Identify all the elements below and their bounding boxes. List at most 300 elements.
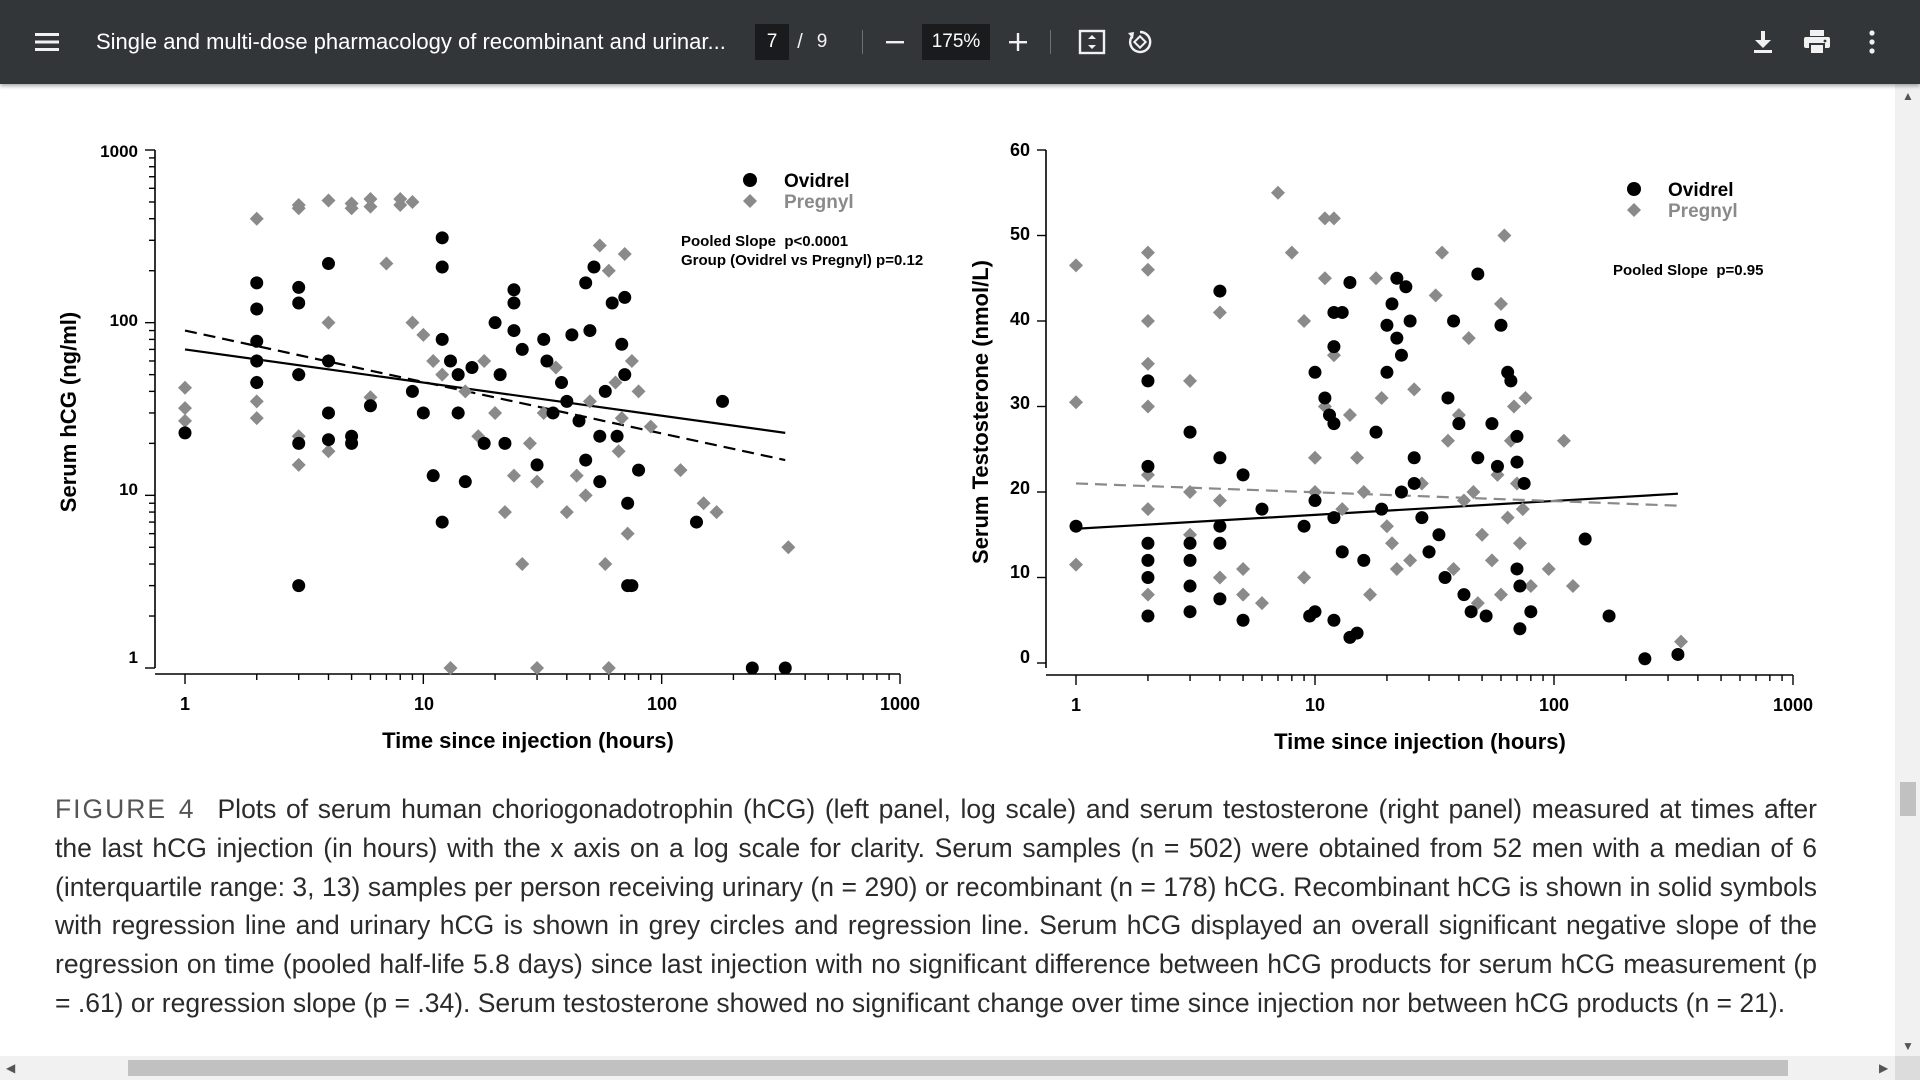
point-pregnyl — [1271, 186, 1285, 200]
hcg-scatter-plot — [56, 142, 923, 753]
point-ovidrel — [1213, 537, 1226, 550]
point-pregnyl — [405, 195, 419, 209]
point-ovidrel — [292, 437, 305, 450]
x-tick-label: 1 — [1070, 695, 1082, 715]
point-pregnyl — [1069, 395, 1083, 409]
point-pregnyl — [602, 264, 616, 278]
point-pregnyl — [1566, 579, 1580, 593]
point-ovidrel — [531, 458, 544, 471]
point-ovidrel — [1513, 580, 1526, 593]
point-ovidrel — [1327, 340, 1340, 353]
point-pregnyl — [618, 247, 632, 261]
point-ovidrel — [292, 368, 305, 381]
point-ovidrel — [779, 662, 792, 675]
point-pregnyl — [1363, 588, 1377, 602]
point-pregnyl — [458, 384, 472, 398]
point-pregnyl — [1069, 258, 1083, 272]
point-ovidrel — [516, 343, 529, 356]
point-pregnyl — [1343, 408, 1357, 422]
point-ovidrel — [292, 579, 305, 592]
point-ovidrel — [1141, 609, 1154, 622]
point-ovidrel — [1441, 391, 1454, 404]
zoom-out-button[interactable] — [875, 22, 915, 62]
point-pregnyl — [250, 212, 264, 226]
point-pregnyl — [1213, 305, 1227, 319]
point-pregnyl — [515, 557, 529, 571]
y-axis-label: Serum Testosterone (nmol/L) — [968, 260, 993, 564]
point-ovidrel — [417, 406, 430, 419]
point-ovidrel — [1357, 554, 1370, 567]
point-ovidrel — [507, 296, 520, 309]
point-ovidrel — [1439, 571, 1452, 584]
point-ovidrel — [465, 361, 478, 374]
point-pregnyl — [1429, 288, 1443, 302]
point-ovidrel — [1184, 426, 1197, 439]
x-axis-label: Time since injection (hours) — [382, 728, 674, 753]
point-pregnyl — [530, 661, 544, 675]
point-pregnyl — [1308, 451, 1322, 465]
point-ovidrel — [1141, 460, 1154, 473]
point-pregnyl — [674, 463, 688, 477]
point-ovidrel — [1336, 545, 1349, 558]
point-pregnyl — [1501, 511, 1515, 525]
figure-caption — [55, 790, 1817, 1038]
point-ovidrel — [1336, 306, 1349, 319]
y-tick-label: 10 — [1009, 562, 1030, 582]
point-ovidrel — [1485, 417, 1498, 430]
point-pregnyl — [1497, 229, 1511, 243]
point-ovidrel — [1237, 614, 1250, 627]
point-pregnyl — [1236, 562, 1250, 576]
point-pregnyl — [488, 406, 502, 420]
point-pregnyl — [1390, 562, 1404, 576]
point-ovidrel — [1184, 580, 1197, 593]
vertical-scrollbar-thumb[interactable] — [1900, 782, 1916, 816]
zoom-in-button[interactable] — [998, 22, 1038, 62]
x-tick-label: 1000 — [1772, 695, 1814, 715]
point-ovidrel — [1518, 477, 1531, 490]
point-ovidrel — [1423, 545, 1436, 558]
point-ovidrel — [1471, 451, 1484, 464]
point-ovidrel — [1213, 520, 1226, 533]
pdf-page-viewport — [0, 84, 1895, 1056]
point-pregnyl — [1375, 391, 1389, 405]
point-pregnyl — [1141, 588, 1155, 602]
point-pregnyl — [1069, 558, 1083, 572]
legend-ovidrel-marker — [743, 173, 757, 187]
point-pregnyl — [1297, 314, 1311, 328]
point-pregnyl — [632, 384, 646, 398]
point-ovidrel — [1309, 366, 1322, 379]
point-ovidrel — [565, 328, 578, 341]
point-ovidrel — [1671, 648, 1684, 661]
point-pregnyl — [1350, 451, 1364, 465]
point-ovidrel — [1452, 417, 1465, 430]
y-tick-label: 40 — [1009, 309, 1030, 329]
point-pregnyl — [292, 458, 306, 472]
point-ovidrel — [1309, 605, 1322, 618]
point-ovidrel — [579, 454, 592, 467]
point-ovidrel — [690, 516, 703, 529]
point-pregnyl — [579, 488, 593, 502]
y-tick-label: 0 — [1019, 647, 1030, 667]
point-ovidrel — [746, 662, 759, 675]
x-tick-label: 1 — [179, 694, 191, 714]
point-pregnyl — [250, 411, 264, 425]
point-ovidrel — [587, 261, 600, 274]
point-ovidrel — [560, 395, 573, 408]
point-ovidrel — [583, 324, 596, 337]
point-pregnyl — [321, 193, 335, 207]
legend-pregnyl-marker — [743, 194, 757, 208]
point-ovidrel — [615, 338, 628, 351]
point-pregnyl — [178, 401, 192, 415]
point-ovidrel — [507, 324, 520, 337]
data-points — [1069, 186, 1688, 665]
point-ovidrel — [1213, 451, 1226, 464]
point-pregnyl — [1297, 571, 1311, 585]
point-ovidrel — [540, 354, 553, 367]
point-ovidrel — [436, 231, 449, 244]
y-tick-label: 10 — [119, 480, 138, 499]
point-ovidrel — [250, 354, 263, 367]
pdf-toolbar — [0, 0, 1920, 84]
point-pregnyl — [1385, 536, 1399, 550]
point-ovidrel — [1141, 554, 1154, 567]
point-pregnyl — [1462, 331, 1476, 345]
point-ovidrel — [1491, 460, 1504, 473]
point-ovidrel — [1213, 285, 1226, 298]
point-ovidrel — [345, 430, 358, 443]
point-ovidrel — [1395, 486, 1408, 499]
menu-icon — [35, 32, 61, 52]
point-pregnyl — [405, 316, 419, 330]
caption-text: Plots of serum human choriogonadotrophin (hCG) (left panel, log scale) and serum testosterone (right panel) measured at times after the last hCG injection (in hours) with the x axis on a log scale for clarity. Serum samples (n = 502) were obtained from 52 men with a median of 6 (interquartile range: 3, 13) samples per person receiving urinary (n = 290) or recombinant (n = 178) hCG. Recombinant hCG is shown in solid symbols with regression line and urinary hCG is shown in grey circles and regression line. Serum hCG displayed an overall significant negative slope of the regression on time (pooled half-life 5.8 days) since last injection with no significant difference between hCG products for serum hCG measurement (p = .61) or regression slope (p = .34). Serum testosterone showed no significant change over time since injection nor between hCG products (n = 21). — [55, 794, 1817, 1018]
annotation-group-difference: Group (Ovidrel vs Pregnyl) p=0.12 — [681, 252, 924, 269]
point-pregnyl — [1557, 434, 1571, 448]
point-pregnyl — [1255, 596, 1269, 610]
point-ovidrel — [1480, 609, 1493, 622]
point-ovidrel — [292, 281, 305, 294]
point-pregnyl — [1380, 519, 1394, 533]
point-ovidrel — [1298, 520, 1311, 533]
point-pregnyl — [250, 394, 264, 408]
point-pregnyl — [1141, 357, 1155, 371]
point-pregnyl — [523, 436, 537, 450]
point-pregnyl — [507, 469, 521, 483]
legend-ovidrel-label: Ovidrel — [784, 171, 850, 192]
point-pregnyl — [435, 368, 449, 382]
point-ovidrel — [1380, 319, 1393, 332]
testosterone-scatter-plot — [968, 140, 1813, 754]
point-pregnyl — [593, 238, 607, 252]
point-pregnyl — [621, 527, 635, 541]
point-ovidrel — [1184, 554, 1197, 567]
download-icon — [1752, 30, 1774, 54]
fit-to-page-icon — [1078, 29, 1106, 55]
point-ovidrel — [250, 276, 263, 289]
point-pregnyl — [1513, 536, 1527, 550]
annotation-pooled-slope: Pooled Slope p<0.0001 — [681, 233, 849, 250]
point-pregnyl — [560, 505, 574, 519]
point-ovidrel — [1465, 605, 1478, 618]
point-ovidrel — [444, 354, 457, 367]
point-ovidrel — [478, 437, 491, 450]
point-ovidrel — [1510, 456, 1523, 469]
point-pregnyl — [1441, 434, 1455, 448]
point-ovidrel — [1513, 622, 1526, 635]
point-pregnyl — [1542, 562, 1556, 576]
regression-line-pregnyl — [1076, 483, 1678, 505]
point-ovidrel — [1415, 511, 1428, 524]
point-ovidrel — [1399, 280, 1412, 293]
point-ovidrel — [579, 276, 592, 289]
point-ovidrel — [1447, 315, 1460, 328]
point-ovidrel — [250, 335, 263, 348]
point-ovidrel — [452, 406, 465, 419]
point-pregnyl — [1494, 588, 1508, 602]
point-ovidrel — [593, 475, 606, 488]
legend-ovidrel-label: Ovidrel — [1668, 180, 1734, 201]
scroll-left-arrow-icon[interactable]: ◀ — [6, 1061, 16, 1075]
plus-icon — [1008, 32, 1028, 52]
point-ovidrel — [1375, 503, 1388, 516]
point-ovidrel — [1255, 503, 1268, 516]
point-ovidrel — [1370, 426, 1383, 439]
scrollbar-corner — [1895, 1056, 1920, 1080]
point-ovidrel — [292, 296, 305, 309]
point-pregnyl — [321, 316, 335, 330]
fit-to-page-button[interactable] — [1072, 22, 1112, 62]
point-ovidrel — [1070, 520, 1083, 533]
point-pregnyl — [1519, 391, 1533, 405]
y-tick-label: 1000 — [100, 142, 138, 161]
point-pregnyl — [1674, 635, 1688, 649]
point-ovidrel — [1327, 511, 1340, 524]
point-ovidrel — [632, 464, 645, 477]
point-pregnyl — [1357, 485, 1371, 499]
point-pregnyl — [477, 354, 491, 368]
point-pregnyl — [1141, 400, 1155, 414]
point-pregnyl — [1318, 271, 1332, 285]
point-pregnyl — [1141, 263, 1155, 277]
point-ovidrel — [555, 376, 568, 389]
point-pregnyl — [1369, 271, 1383, 285]
point-ovidrel — [1141, 537, 1154, 550]
point-ovidrel — [1184, 537, 1197, 550]
page-number-input[interactable] — [755, 24, 789, 60]
point-ovidrel — [427, 469, 440, 482]
legend-ovidrel-marker — [1627, 182, 1641, 196]
point-pregnyl — [1141, 502, 1155, 516]
point-ovidrel — [621, 497, 634, 510]
print-icon — [1803, 29, 1831, 55]
point-ovidrel — [611, 430, 624, 443]
point-ovidrel — [250, 302, 263, 315]
more-vertical-icon — [1868, 30, 1876, 54]
point-pregnyl — [1213, 494, 1227, 508]
point-ovidrel — [1524, 605, 1537, 618]
point-ovidrel — [1408, 477, 1421, 490]
scroll-up-arrow-icon[interactable]: ▲ — [1902, 89, 1914, 103]
point-pregnyl — [602, 661, 616, 675]
point-pregnyl — [178, 414, 192, 428]
point-ovidrel — [322, 257, 335, 270]
point-pregnyl — [598, 557, 612, 571]
y-tick-label: 20 — [1009, 478, 1030, 498]
point-pregnyl — [1435, 246, 1449, 260]
point-ovidrel — [489, 316, 502, 329]
point-ovidrel — [537, 333, 550, 346]
x-axis-label: Time since injection (hours) — [1274, 729, 1566, 754]
point-ovidrel — [1603, 609, 1616, 622]
point-ovidrel — [625, 579, 638, 592]
point-ovidrel — [1318, 391, 1331, 404]
legend-pregnyl-label: Pregnyl — [1668, 201, 1738, 222]
point-pregnyl — [1213, 571, 1227, 585]
point-ovidrel — [322, 433, 335, 446]
point-ovidrel — [1408, 451, 1421, 464]
point-ovidrel — [1343, 276, 1356, 289]
point-ovidrel — [436, 333, 449, 346]
point-pregnyl — [1485, 553, 1499, 567]
point-ovidrel — [250, 376, 263, 389]
point-ovidrel — [1471, 267, 1484, 280]
point-ovidrel — [716, 395, 729, 408]
point-pregnyl — [625, 354, 639, 368]
point-pregnyl — [1141, 246, 1155, 260]
scroll-down-arrow-icon[interactable]: ▼ — [1902, 1039, 1914, 1053]
download-button[interactable] — [1743, 22, 1783, 62]
y-tick-label: 30 — [1009, 393, 1030, 413]
point-pregnyl — [1494, 297, 1508, 311]
point-ovidrel — [618, 291, 631, 304]
page-separator: / — [797, 30, 803, 53]
point-pregnyl — [1466, 485, 1480, 499]
point-ovidrel — [1327, 417, 1340, 430]
point-ovidrel — [1213, 592, 1226, 605]
point-ovidrel — [1579, 533, 1592, 546]
point-ovidrel — [1327, 614, 1340, 627]
rotate-icon — [1126, 28, 1154, 56]
point-pregnyl — [697, 496, 711, 510]
point-pregnyl — [178, 381, 192, 395]
point-pregnyl — [1183, 374, 1197, 388]
point-ovidrel — [406, 385, 419, 398]
x-tick-label: 1000 — [879, 694, 921, 714]
figure-4 — [0, 84, 1895, 754]
point-ovidrel — [1494, 319, 1507, 332]
point-pregnyl — [1236, 588, 1250, 602]
point-pregnyl — [612, 444, 626, 458]
point-ovidrel — [436, 516, 449, 529]
y-tick-label: 100 — [109, 311, 138, 330]
point-ovidrel — [1237, 468, 1250, 481]
point-ovidrel — [593, 430, 606, 443]
x-tick-label: 10 — [413, 694, 435, 714]
point-ovidrel — [1380, 366, 1393, 379]
point-pregnyl — [1403, 553, 1417, 567]
scroll-right-arrow-icon[interactable]: ▶ — [1879, 1061, 1889, 1075]
y-tick-label: 50 — [1009, 224, 1030, 244]
toolbar-divider — [862, 30, 863, 54]
point-ovidrel — [1504, 374, 1517, 387]
point-ovidrel — [606, 296, 619, 309]
point-pregnyl — [1507, 400, 1521, 414]
menu-button[interactable] — [28, 22, 68, 62]
point-pregnyl — [1407, 382, 1421, 396]
point-ovidrel — [1638, 652, 1651, 665]
page-total: 9 — [816, 31, 828, 52]
point-pregnyl — [570, 469, 584, 483]
point-pregnyl — [1475, 528, 1489, 542]
horizontal-scrollbar-thumb[interactable] — [128, 1060, 1788, 1076]
point-ovidrel — [1404, 315, 1417, 328]
point-pregnyl — [1516, 502, 1530, 516]
point-pregnyl — [443, 661, 457, 675]
point-pregnyl — [363, 200, 377, 214]
point-pregnyl — [1327, 211, 1341, 225]
annotation-pooled-slope: Pooled Slope p=0.95 — [1613, 262, 1764, 279]
point-pregnyl — [710, 505, 724, 519]
point-ovidrel — [1432, 528, 1445, 541]
point-ovidrel — [547, 406, 560, 419]
point-ovidrel — [507, 283, 520, 296]
point-ovidrel — [1457, 588, 1470, 601]
point-ovidrel — [179, 426, 192, 439]
point-pregnyl — [379, 257, 393, 271]
point-ovidrel — [436, 261, 449, 274]
point-pregnyl — [416, 328, 430, 342]
axis-ticks — [1037, 150, 1793, 685]
point-ovidrel — [322, 354, 335, 367]
y-axis-label: Serum hCG (ng/ml) — [56, 311, 81, 513]
y-tick-label: 1 — [128, 648, 138, 667]
point-ovidrel — [618, 368, 631, 381]
point-ovidrel — [573, 414, 586, 427]
point-ovidrel — [1184, 605, 1197, 618]
x-tick-label: 100 — [646, 694, 678, 714]
x-tick-label: 100 — [1538, 695, 1570, 715]
more-options-button[interactable] — [1852, 22, 1892, 62]
print-button[interactable] — [1797, 22, 1837, 62]
rotate-button[interactable] — [1120, 22, 1160, 62]
point-ovidrel — [1141, 571, 1154, 584]
point-ovidrel — [459, 475, 472, 488]
point-ovidrel — [1510, 562, 1523, 575]
y-tick-label: 60 — [1009, 140, 1030, 160]
figure-label: FIGURE 4 — [55, 794, 196, 824]
point-ovidrel — [498, 437, 511, 450]
point-pregnyl — [781, 540, 795, 554]
minus-icon — [885, 32, 905, 52]
point-ovidrel — [1309, 494, 1322, 507]
point-ovidrel — [1351, 627, 1364, 640]
point-ovidrel — [1141, 374, 1154, 387]
point-ovidrel — [1386, 297, 1399, 310]
legend-pregnyl-marker — [1627, 203, 1641, 217]
vertical-scrollbar[interactable] — [1895, 84, 1920, 1056]
document-title: Single and multi-dose pharmacology of recombinant and urinar... — [96, 29, 726, 54]
point-ovidrel — [1510, 430, 1523, 443]
x-tick-label: 10 — [1304, 695, 1326, 715]
zoom-level-input[interactable]: 175% — [922, 24, 990, 60]
legend-pregnyl-label: Pregnyl — [784, 192, 854, 213]
point-ovidrel — [364, 399, 377, 412]
point-ovidrel — [494, 368, 507, 381]
point-pregnyl — [498, 505, 512, 519]
point-pregnyl — [530, 475, 544, 489]
